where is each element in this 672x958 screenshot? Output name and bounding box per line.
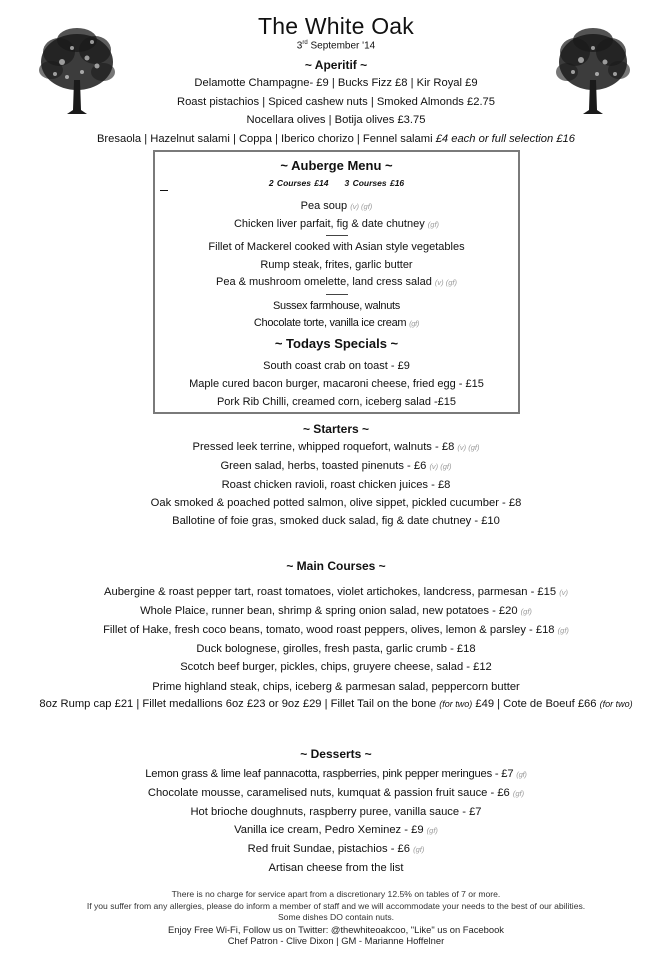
item-text: Lemon grass & lime leaf pannacotta, raspberries, pink pepper meringues - £7	[145, 768, 517, 780]
dietary-tag: (gf)	[409, 319, 420, 328]
item-text: Sussex farmhouse, walnuts	[272, 299, 400, 312]
menu-item	[0, 821, 672, 840]
menu-item	[0, 621, 672, 640]
dietary-tag: (gf)	[557, 626, 569, 635]
three-courses-price: 3 Courses £16	[344, 178, 405, 188]
steak-cuts-text: £49 | Cote de Boeuf £66	[472, 698, 600, 710]
dietary-tag: (v) (gf)	[429, 462, 452, 471]
menu-item: Artisan cheese from the list	[268, 862, 404, 874]
menu-item	[155, 216, 518, 234]
footer	[0, 889, 672, 947]
starters-section	[0, 420, 672, 530]
divider	[326, 235, 348, 236]
social-note: Enjoy Free Wi-Fi, Follow us on Twitter: @thewhiteoakcoo, "Like" us on Facebook	[168, 923, 504, 935]
menu-item	[0, 765, 672, 784]
charcuterie-list: Bresaola | Hazelnut salami | Coppa | Iberico chorizo | Fennel salami	[96, 132, 436, 145]
item-text: Red fruit Sundae, pistachios - £6	[247, 843, 414, 855]
dietary-tag: (gf)	[413, 845, 425, 854]
dietary-tag: (v) (gf)	[434, 278, 457, 287]
specials-heading: ~ Todays Specials ~	[274, 336, 399, 351]
special-item: Maple cured bacon burger, macaroni cheese, fried egg - £15	[189, 378, 484, 390]
dietary-tag: (gf)	[427, 219, 440, 229]
item-text: Rump steak, frites, garlic butter	[260, 258, 413, 271]
mains-heading: ~ Main Courses ~	[286, 559, 386, 573]
menu-item: Oak smoked & poached potted salmon, olive sippet, pickled cucumber - £8	[150, 497, 522, 509]
menu-item	[0, 784, 672, 803]
staff-credits: Chef Patron - Clive Dixon | GM - Marianne Hoffelner	[227, 935, 445, 946]
divider	[326, 294, 348, 295]
menu-item	[155, 298, 518, 316]
auberge-prices	[155, 178, 518, 188]
service-note: There is no charge for service apart from a discretionary 12.5% on tables of 7 or more.	[171, 889, 501, 899]
steak-intro: Prime highland steak, chips, iceberg & parmesan salad, peppercorn butter	[152, 681, 520, 693]
aperitif-heading: ~ Aperitif ~	[304, 58, 368, 72]
aperitif-line	[0, 130, 672, 149]
item-text: Pea soup	[300, 200, 351, 212]
auberge-heading: ~ Auberge Menu ~	[280, 158, 393, 173]
two-courses-price: 2 Courses £14	[268, 178, 329, 188]
special-item: South coast crab on toast - £9	[263, 360, 410, 372]
date-suffix: rd	[302, 40, 308, 46]
desserts-section	[0, 745, 672, 877]
item-text: Whole Plaice, runner bean, shrimp & spring onion salad, new potatoes - £20	[140, 605, 521, 617]
menu-item	[0, 583, 672, 602]
item-text: Fillet of Mackerel cooked with Asian style vegetables	[208, 241, 465, 253]
main-courses-section	[0, 557, 672, 676]
item-text: Chicken liver parfait, fig & date chutney	[233, 217, 428, 230]
charcuterie-price: £4 each or full selection £16	[435, 132, 576, 145]
specials-list	[155, 357, 518, 411]
dietary-tag: (gf)	[520, 607, 532, 616]
steaks-section	[0, 678, 672, 711]
dietary-tag: (gf)	[516, 770, 527, 779]
starters-heading: ~ Starters ~	[302, 422, 370, 436]
menu-item: Roast chicken ravioli, roast chicken juices - £8	[221, 479, 451, 491]
aperitif-line: Delamotte Champagne- £9 | Bucks Fizz £8 | Kir Royal £9	[194, 77, 478, 89]
item-text: Green salad, herbs, toasted pinenuts - £6	[220, 460, 430, 472]
steak-cuts-text: 8oz Rump cap £21 | Fillet medallions 6oz £23 or 9oz £29 | Fillet Tail on the bone	[39, 698, 440, 710]
for-two-note: (for two)	[599, 699, 633, 709]
dietary-tag: (gf)	[426, 826, 438, 835]
menu-date	[0, 40, 672, 51]
nuts-note: Some dishes DO contain nuts.	[277, 912, 395, 922]
auberge-courses	[155, 198, 518, 333]
steak-cuts	[6, 697, 666, 711]
menu-item: Hot brioche doughnuts, raspberry puree, vanilla sauce - £7	[190, 806, 482, 818]
aperitif-section	[0, 57, 672, 148]
menu-item	[155, 257, 518, 275]
desserts-heading: ~ Desserts ~	[300, 747, 372, 761]
item-text: Chocolate mousse, caramelised nuts, kumquat & passion fruit sauce - £6	[147, 787, 513, 799]
menu-item	[0, 602, 672, 621]
menu-item	[0, 438, 672, 457]
dash-mark	[160, 190, 168, 191]
item-text: Pressed leek terrine, whipped roquefort, walnuts - £8	[192, 441, 458, 453]
menu-item: Ballotine of foie gras, smoked duck salad, fig & date chutney - £10	[172, 515, 500, 527]
menu-item: Duck bolognese, girolles, fresh pasta, garlic crumb - £18	[196, 643, 476, 655]
menu-item	[155, 198, 518, 216]
restaurant-name: The White Oak	[258, 13, 414, 39]
allergy-note: If you suffer from any allergies, please do inform a member of staff and we will accommodate your needs to the best of our abilities.	[86, 900, 586, 911]
item-text: Aubergine & roast pepper tart, roast tomatoes, violet artichokes, landcress, parmesan - £15	[104, 586, 560, 598]
item-text: Chocolate torte, vanilla ice cream	[253, 317, 410, 329]
date-day: 3	[296, 40, 303, 52]
dietary-tag: (v)	[559, 588, 568, 597]
item-text: Fillet of Hake, fresh coco beans, tomato, wood roast peppers, olives, lemon & parsley - £18	[103, 624, 558, 636]
aperitif-line: Nocellara olives | Botija olives £3.75	[246, 114, 426, 126]
dietary-tag: (v) (gf)	[350, 202, 373, 211]
special-item: Pork Rib Chilli, creamed corn, iceberg salad -£15	[216, 396, 457, 408]
menu-item: Scotch beef burger, pickles, chips, gruyere cheese, salad - £12	[180, 661, 492, 673]
menu-item	[155, 239, 518, 257]
menu-item	[155, 315, 518, 333]
date-month-year: September '14	[307, 40, 376, 52]
dietary-tag: (gf)	[512, 789, 525, 798]
dietary-tag: (v) (gf)	[457, 443, 480, 452]
aperitif-line: Roast pistachios | Spiced cashew nuts | Smoked Almonds £2.75	[177, 95, 495, 108]
item-text: Vanilla ice cream, Pedro Xeminez - £9	[234, 824, 427, 836]
item-text: Pea & mushroom omelette, land cress salad	[216, 276, 435, 288]
for-two-note: (for two)	[439, 699, 473, 709]
menu-item	[0, 840, 672, 859]
menu-item	[155, 274, 518, 292]
auberge-menu-box	[153, 150, 520, 414]
menu-item	[0, 457, 672, 476]
